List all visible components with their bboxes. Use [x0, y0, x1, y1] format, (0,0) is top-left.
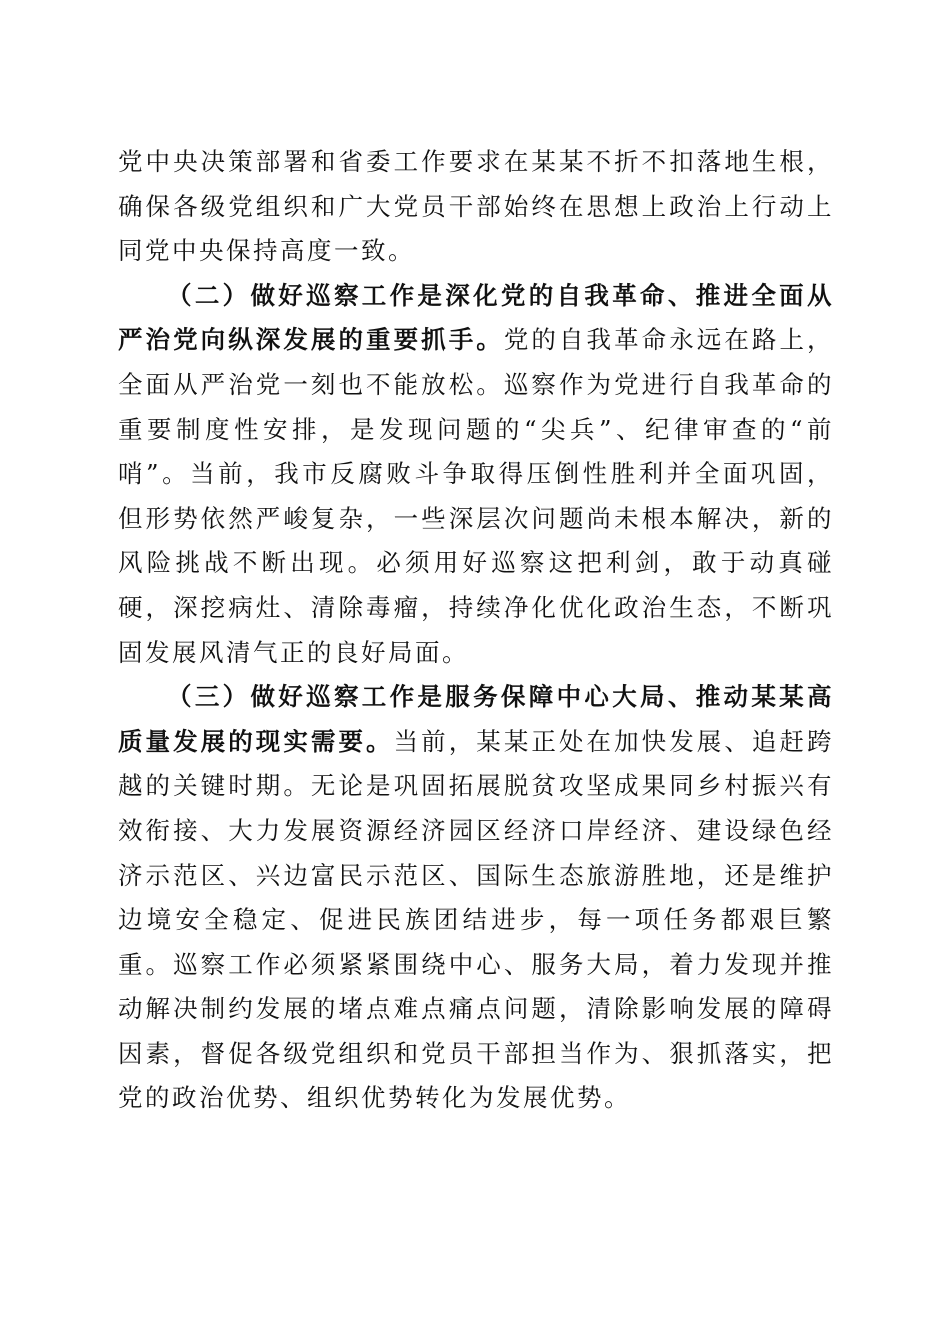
document-page: [118, 140, 834, 1121]
paragraph-2: [118, 274, 834, 675]
paragraph-2-body: 党的自我革命永远在路上，全面从严治党一刻也不能放松。巡察作为党进行自我革命的重要制度性安排，是发现问题的“尖兵”、纪律审查的“前哨”。当前，我市反腐败斗争取得压倒性胜利并全面巩固，但形势依然严峻复杂，一些深层次问题尚未根本解决，新的风险挑战不断出现。必须用好巡察这把利剑，敢于动真碰硬，深挖病灶、清除毒瘤，持续净化优化政治生态，不断巩固发展风清气正的良好局面。: [118, 325, 835, 667]
section-heading-2: （二）做好巡察工作是深化党的自我革命、推进全面从严治党向纵深发展的重要抓手。: [118, 280, 834, 355]
section-heading-3: （三）做好巡察工作是服务保障中心大局、推动某某高质量发展的现实需要。: [118, 682, 834, 756]
paragraph-1-body: 党中央决策部署和省委工作要求在某某不折不扣落地生根，确保各级党组织和广大党员干部始终在思想上政治上行动上同党中央保持高度一致。: [118, 147, 834, 266]
paragraph-1: [118, 140, 834, 274]
paragraph-3-body: 当前，某某正处在加快发展、追赶跨越的关键时期。无论是巩固拓展脱贫攻坚成果同乡村振兴有效衔接、大力发展资源经济园区经济口岸经济、建设绿色经济示范区、兴边富民示范区、国际生态旅游胜地，还是维护边境安全稳定、促进民族团结进步，每一项任务都艰巨繁重。巡察工作必须紧紧围绕中心、服务大局，着力发现并推动解决制约发展的堵点难点痛点问题，清除影响发展的障碍因素，督促各级党组织和党员干部担当作为、狠抓落实，把党的政治优势、组织优势转化为发展优势。: [118, 726, 835, 1113]
paragraph-3: [118, 675, 834, 1121]
